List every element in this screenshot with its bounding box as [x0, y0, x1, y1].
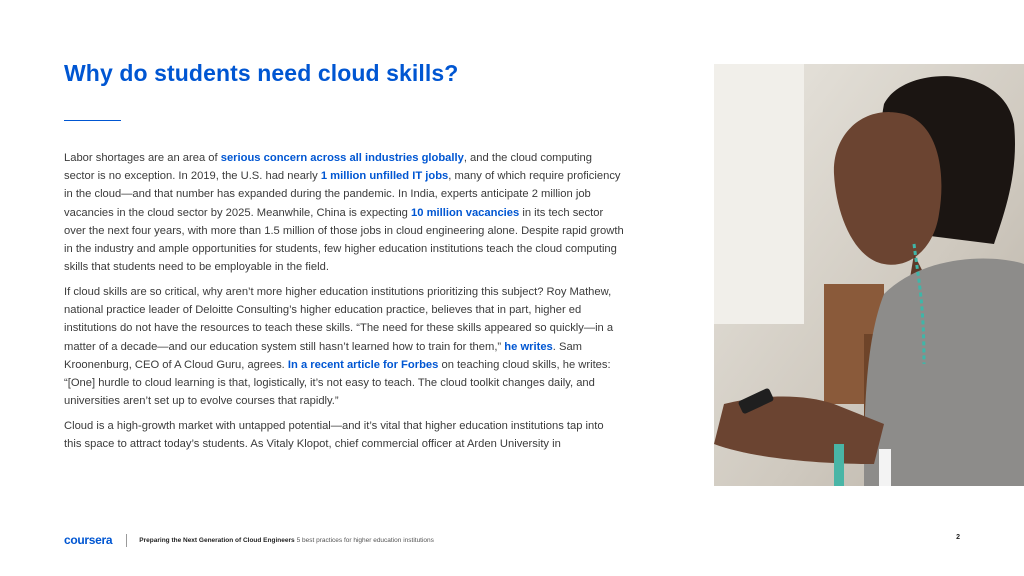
- page-title: Why do students need cloud skills?: [64, 60, 459, 86]
- link-he-writes[interactable]: he writes: [504, 340, 553, 353]
- footer: [64, 531, 960, 549]
- document-title: Preparing the Next Generation of Cloud Engineers: [139, 536, 295, 544]
- page-number: 2: [956, 534, 960, 541]
- coursera-logo[interactable]: coursera: [64, 533, 113, 547]
- text: Labor shortages are an area of: [64, 152, 221, 164]
- link-10-million-vacancies[interactable]: 10 million vacancies: [411, 206, 520, 219]
- title-underline-divider: [64, 120, 121, 121]
- document-subtitle: 5 best practices for higher education institutions: [296, 536, 434, 544]
- link-serious-concern[interactable]: serious concern across all industries globally: [220, 152, 464, 164]
- text: , many of which require proficiency in the cloud—and that number has expanded during the pandemic. In India, experts anticipate 2 million job vacancies in the cloud sector by 2025. Meanwhile, China is expecting: [64, 170, 621, 219]
- text: on teaching cloud skills, he writes: “[One] hurdle to cloud learning is that, logistically, it’s not easy to teach. The cloud toolkit changes daily, and universities aren’t set up to evolve courses that rapidly.”: [64, 358, 611, 408]
- paragraph-1: [64, 149, 624, 276]
- text: If cloud skills are so critical, why aren’t more higher education institutions prioritizing this subject? Roy Mathew, national practice leader of Deloitte Consulting’s higher education practice, believes that in part, higher ed institutions do not have the resources to teach these skills. “The need for these skills appeared so quickly—in a matter of a decade—and our education system still hasn’t learned how to train for them,”: [64, 285, 614, 353]
- footer-divider: [126, 534, 127, 547]
- paragraph-3: [64, 417, 624, 453]
- article-body: [64, 149, 624, 460]
- student-using-phone-photo: [714, 64, 1024, 486]
- link-forbes-article[interactable]: In a recent article for Forbes: [287, 358, 439, 371]
- text: Cloud is a high-growth market with untapped potential—and it’s vital that higher education institutions tap into this space to attract today’s students. As Vitaly Klopot, chief commercial officer at Arden University in: [64, 419, 604, 451]
- student-photo: [714, 64, 1024, 486]
- link-unfilled-it-jobs[interactable]: 1 million unfilled IT jobs: [320, 170, 449, 183]
- paragraph-2: [64, 283, 624, 410]
- text: in its tech sector over the next four years, with more than 1.5 million of those jobs in cloud engineering alone. Despite rapid growth in the industry and ample opportunities for students, few higher education institutions teach the cloud computing skills that students need to be employable in the field.: [64, 206, 624, 274]
- text: , and the cloud computing sector is no exception. In 2019, the U.S. had nearly: [64, 152, 592, 183]
- text: . Sam Kroonenburg, CEO of A Cloud Guru, agrees.: [64, 340, 583, 371]
